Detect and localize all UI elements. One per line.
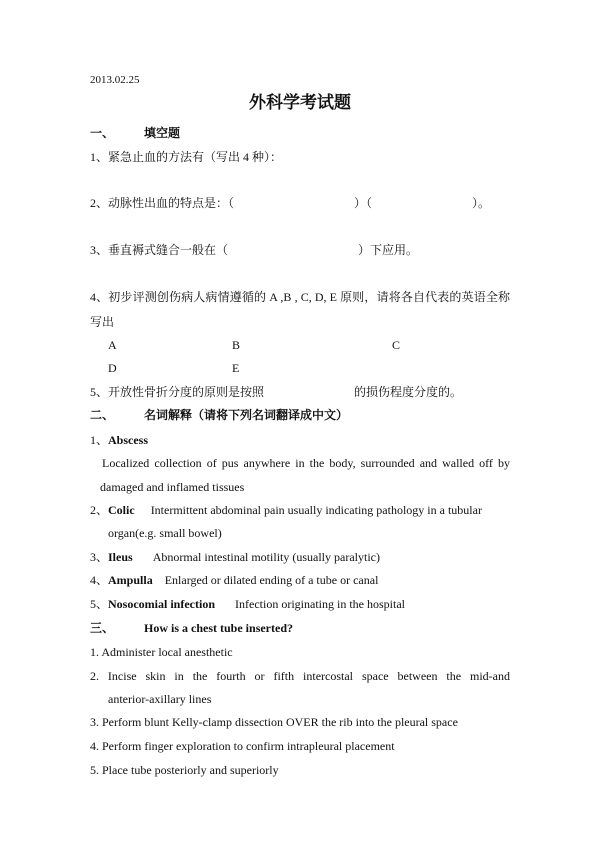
step-3: 3. Perform blunt Kelly-clamp dissection OVER the rib into the pleural space — [90, 715, 458, 729]
section-title: 填空题 — [144, 126, 181, 140]
q5-end: 的损伤程度分度的。 — [354, 385, 463, 399]
q2-text: 2、动脉性出血的特点是：（ — [90, 196, 235, 210]
section-title: 名词解释（请将下列名词翻译成中文） — [144, 408, 349, 422]
section-number: 一、 — [90, 126, 115, 140]
question-4: 4、初步评测创伤病人病情遵循的 A ,B , C, D, E 原则，请将各自代表的英语全称 — [90, 290, 510, 304]
question-5 — [90, 384, 462, 400]
step-5: 5. Place tube posteriorly and superiorly — [90, 763, 279, 777]
term-4 — [90, 572, 378, 588]
term-name: Ampulla — [108, 573, 153, 587]
question-4-cont: 写出 — [90, 315, 115, 329]
term-1 — [90, 432, 148, 448]
step-2-cont: anterior-axillary lines — [108, 692, 212, 706]
letter-d: D — [108, 361, 117, 375]
term-number: 4、 — [90, 573, 109, 587]
letter-e: E — [232, 361, 240, 375]
date: 2013.02.25 — [90, 74, 140, 86]
q3-text: 3、垂直褥式缝合一般在（ — [90, 243, 229, 257]
term-number: 1、 — [90, 433, 109, 447]
question-2 — [90, 195, 490, 211]
q2-end: ）。 — [472, 196, 491, 210]
term-number: 5、 — [90, 597, 109, 611]
term-def: Enlarged or dilated ending of a tube or canal — [164, 573, 379, 587]
question-1: 1、紧急止血的方法有（写出 4 种）： — [90, 150, 283, 164]
section-title: How is a chest tube inserted? — [144, 621, 294, 635]
letter-b: B — [232, 338, 241, 352]
term-def: Infection originating in the hospital — [235, 597, 405, 611]
section-2-heading — [90, 407, 348, 423]
step-4: 4. Perform finger exploration to confirm intrapleural placement — [90, 739, 395, 753]
step-1: 1. Administer local anesthetic — [90, 645, 233, 659]
term-2-def-cont: organ(e.g. small bowel) — [108, 526, 222, 540]
letter-c: C — [392, 338, 401, 352]
section-3-heading — [90, 620, 293, 636]
section-number: 三、 — [90, 621, 115, 635]
q2-mid: ）（ — [354, 196, 373, 210]
q3-end: ）下应用。 — [358, 243, 419, 257]
section-1-heading — [90, 125, 180, 141]
letter-a: A — [108, 338, 117, 352]
term-1-def-cont: damaged and inflamed tissues — [100, 480, 245, 494]
term-def: Abnormal intestinal motility (usually paralytic) — [152, 550, 380, 564]
term-name: Colic — [108, 503, 135, 517]
term-5 — [90, 596, 405, 612]
term-name: Abscess — [108, 433, 149, 447]
term-3 — [90, 549, 380, 565]
term-number: 2、 — [90, 503, 109, 517]
term-def: Intermittent abdominal pain usually indicating pathology in a tubular — [150, 503, 482, 517]
step-2: 2. Incise skin in the fourth or fifth intercostal space between the mid-and — [90, 669, 510, 683]
term-name: Ileus — [108, 550, 133, 564]
term-1-def: Localized collection of pus anywhere in the body, surrounded and walled off by — [102, 456, 510, 470]
q5-text: 5、开放性骨折分度的原则是按照 — [90, 385, 265, 399]
term-name: Nosocomial infection — [108, 597, 216, 611]
term-number: 3、 — [90, 550, 109, 564]
section-number: 二、 — [90, 408, 115, 422]
question-3 — [90, 242, 418, 258]
page-title: 外科学考试题 — [249, 93, 351, 112]
term-2 — [90, 502, 482, 518]
